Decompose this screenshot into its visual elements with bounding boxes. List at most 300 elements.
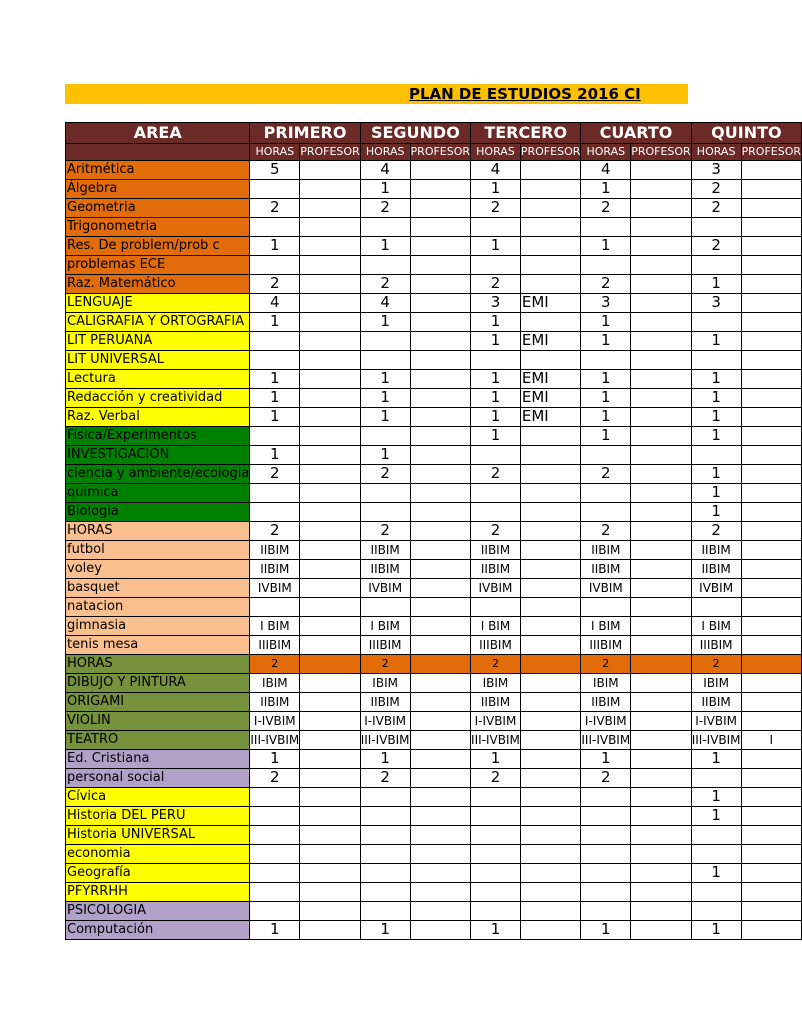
- teacher-cell: I: [741, 731, 802, 750]
- hours-cell: [250, 807, 300, 826]
- teacher-cell: [410, 655, 471, 674]
- hours-cell: IIBIM: [471, 541, 521, 560]
- hours-cell: [471, 788, 521, 807]
- hours-cell: 1: [581, 389, 631, 408]
- table-row: [66, 617, 802, 636]
- table-row: [66, 712, 802, 731]
- hours-cell: 1: [360, 446, 410, 465]
- teacher-cell: [300, 636, 361, 655]
- teacher-cell: [741, 294, 802, 313]
- teacher-cell: [410, 845, 471, 864]
- table-row: [66, 636, 802, 655]
- table-row: [66, 579, 802, 598]
- hours-cell: IIBIM: [360, 541, 410, 560]
- table-row: [66, 522, 802, 541]
- header-sub-cell: HORAS: [360, 144, 410, 161]
- teacher-cell: [410, 332, 471, 351]
- hours-cell: 2: [360, 655, 410, 674]
- teacher-cell: [520, 446, 581, 465]
- hours-cell: [360, 826, 410, 845]
- teacher-cell: [300, 693, 361, 712]
- hours-cell: [581, 598, 631, 617]
- hours-cell: IIIBIM: [581, 636, 631, 655]
- hours-cell: [250, 427, 300, 446]
- hours-cell: IIBIM: [471, 560, 521, 579]
- teacher-cell: [631, 484, 692, 503]
- teacher-cell: [410, 465, 471, 484]
- teacher-cell: [300, 180, 361, 199]
- teacher-cell: [300, 541, 361, 560]
- table-row: [66, 180, 802, 199]
- hours-cell: [581, 807, 631, 826]
- table-row: [66, 750, 802, 769]
- teacher-cell: [300, 332, 361, 351]
- teacher-cell: [631, 674, 692, 693]
- area-label: LIT UNIVERSAL: [66, 351, 250, 370]
- table-row: [66, 484, 802, 503]
- hours-cell: [360, 864, 410, 883]
- hours-cell: 2: [250, 769, 300, 788]
- area-label: LENGUAJE: [66, 294, 250, 313]
- hours-cell: [250, 826, 300, 845]
- hours-cell: [471, 864, 521, 883]
- teacher-cell: [300, 389, 361, 408]
- hours-cell: 2: [250, 199, 300, 218]
- teacher-cell: [520, 712, 581, 731]
- teacher-cell: [520, 636, 581, 655]
- hours-cell: 2: [360, 275, 410, 294]
- hours-cell: 1: [581, 921, 631, 940]
- area-label: Lectura: [66, 370, 250, 389]
- hours-cell: IIIBIM: [360, 636, 410, 655]
- hours-cell: [360, 598, 410, 617]
- hours-cell: [360, 503, 410, 522]
- teacher-cell: [300, 161, 361, 180]
- hours-cell: IBIM: [581, 674, 631, 693]
- hours-cell: 1: [471, 332, 521, 351]
- teacher-cell: [741, 921, 802, 940]
- area-label: INVESTIGACION: [66, 446, 250, 465]
- teacher-cell: [741, 218, 802, 237]
- teacher-cell: [300, 921, 361, 940]
- area-label: Res. De problem/prob c: [66, 237, 250, 256]
- table-row: [66, 370, 802, 389]
- header-sub-cell: HORAS: [581, 144, 631, 161]
- teacher-cell: [631, 161, 692, 180]
- teacher-cell: [631, 750, 692, 769]
- hours-cell: [250, 218, 300, 237]
- hours-cell: 2: [691, 180, 741, 199]
- hours-cell: 1: [360, 313, 410, 332]
- hours-cell: [581, 446, 631, 465]
- hours-cell: 2: [471, 465, 521, 484]
- hours-cell: [581, 788, 631, 807]
- teacher-cell: [300, 503, 361, 522]
- teacher-cell: [520, 655, 581, 674]
- teacher-cell: [741, 826, 802, 845]
- hours-cell: 1: [691, 503, 741, 522]
- teacher-cell: [410, 484, 471, 503]
- teacher-cell: [410, 864, 471, 883]
- teacher-cell: [520, 750, 581, 769]
- teacher-cell: [520, 256, 581, 275]
- teacher-cell: [300, 807, 361, 826]
- teacher-cell: [741, 275, 802, 294]
- hours-cell: [250, 256, 300, 275]
- hours-cell: 2: [581, 275, 631, 294]
- teacher-cell: [520, 807, 581, 826]
- hours-cell: [581, 484, 631, 503]
- table-row: [66, 807, 802, 826]
- hours-cell: [471, 256, 521, 275]
- hours-cell: [581, 902, 631, 921]
- hours-cell: [250, 484, 300, 503]
- hours-cell: 5: [250, 161, 300, 180]
- hours-cell: [471, 446, 521, 465]
- hours-cell: IIBIM: [581, 541, 631, 560]
- table-row: [66, 883, 802, 902]
- hours-cell: 1: [360, 408, 410, 427]
- hours-cell: III-IVBIM: [471, 731, 521, 750]
- hours-cell: 1: [691, 408, 741, 427]
- teacher-cell: [631, 332, 692, 351]
- teacher-cell: [520, 864, 581, 883]
- hours-cell: 1: [250, 313, 300, 332]
- hours-cell: 1: [360, 389, 410, 408]
- teacher-cell: [300, 655, 361, 674]
- hours-cell: IVBIM: [250, 579, 300, 598]
- hours-cell: 1: [581, 427, 631, 446]
- hours-cell: [691, 883, 741, 902]
- teacher-cell: [300, 256, 361, 275]
- table-row: [66, 218, 802, 237]
- teacher-cell: [300, 598, 361, 617]
- teacher-cell: [520, 921, 581, 940]
- hours-cell: [691, 769, 741, 788]
- teacher-cell: [520, 826, 581, 845]
- hours-cell: 1: [471, 237, 521, 256]
- teacher-cell: [410, 503, 471, 522]
- teacher-cell: [410, 351, 471, 370]
- table-row: [66, 313, 802, 332]
- hours-cell: 2: [581, 199, 631, 218]
- teacher-cell: [631, 256, 692, 275]
- teacher-cell: [300, 864, 361, 883]
- hours-cell: 1: [471, 389, 521, 408]
- teacher-cell: [631, 389, 692, 408]
- teacher-cell: [631, 313, 692, 332]
- table-row: [66, 921, 802, 940]
- hours-cell: 1: [471, 370, 521, 389]
- teacher-cell: [631, 218, 692, 237]
- teacher-cell: [300, 769, 361, 788]
- teacher-cell: [631, 275, 692, 294]
- area-label: Raz. Verbal: [66, 408, 250, 427]
- hours-cell: 1: [691, 807, 741, 826]
- teacher-cell: [410, 199, 471, 218]
- teacher-cell: [631, 579, 692, 598]
- teacher-cell: [410, 408, 471, 427]
- hours-cell: 1: [581, 408, 631, 427]
- hours-cell: [471, 883, 521, 902]
- teacher-cell: [631, 351, 692, 370]
- teacher-cell: [410, 237, 471, 256]
- teacher-cell: [631, 902, 692, 921]
- hours-cell: [250, 864, 300, 883]
- teacher-cell: [631, 788, 692, 807]
- teacher-cell: [741, 807, 802, 826]
- teacher-cell: [410, 826, 471, 845]
- hours-cell: 2: [250, 655, 300, 674]
- hours-cell: [360, 332, 410, 351]
- area-label: Cívica: [66, 788, 250, 807]
- hours-cell: 1: [471, 921, 521, 940]
- hours-cell: [360, 351, 410, 370]
- teacher-cell: [300, 294, 361, 313]
- hours-cell: [250, 180, 300, 199]
- teacher-cell: [741, 598, 802, 617]
- table-row: [66, 769, 802, 788]
- hours-cell: [360, 484, 410, 503]
- hours-cell: [581, 256, 631, 275]
- teacher-cell: [741, 845, 802, 864]
- hours-cell: IIBIM: [250, 541, 300, 560]
- teacher-cell: [520, 769, 581, 788]
- hours-cell: 1: [360, 237, 410, 256]
- hours-cell: 1: [250, 389, 300, 408]
- hours-cell: 3: [581, 294, 631, 313]
- teacher-cell: [410, 180, 471, 199]
- table-row: [66, 446, 802, 465]
- hours-cell: IBIM: [691, 674, 741, 693]
- teacher-cell: [741, 370, 802, 389]
- hours-cell: 1: [250, 237, 300, 256]
- hours-cell: 2: [360, 465, 410, 484]
- teacher-cell: [741, 180, 802, 199]
- teacher-cell: [520, 598, 581, 617]
- hours-cell: IVBIM: [360, 579, 410, 598]
- teacher-cell: [520, 693, 581, 712]
- header-sub-cell: PROFESOR: [741, 144, 802, 161]
- header-sub-cell: HORAS: [250, 144, 300, 161]
- hours-cell: [360, 845, 410, 864]
- teacher-cell: [410, 921, 471, 940]
- teacher-cell: [300, 351, 361, 370]
- hours-cell: 2: [360, 199, 410, 218]
- hours-cell: IIBIM: [250, 693, 300, 712]
- hours-cell: 1: [581, 332, 631, 351]
- hours-cell: [471, 902, 521, 921]
- table-row: [66, 560, 802, 579]
- hours-cell: 2: [360, 522, 410, 541]
- teacher-cell: [741, 484, 802, 503]
- hours-cell: IIBIM: [250, 560, 300, 579]
- area-label: Aritmética: [66, 161, 250, 180]
- teacher-cell: [300, 465, 361, 484]
- hours-cell: 3: [691, 161, 741, 180]
- hours-cell: 2: [360, 769, 410, 788]
- hours-cell: [581, 883, 631, 902]
- area-label: HORAS: [66, 522, 250, 541]
- teacher-cell: [631, 883, 692, 902]
- area-label: Ed. Cristiana: [66, 750, 250, 769]
- hours-cell: IVBIM: [691, 579, 741, 598]
- teacher-cell: [741, 674, 802, 693]
- teacher-cell: [631, 617, 692, 636]
- teacher-cell: [410, 389, 471, 408]
- header-grade-5: QUINTO: [691, 123, 801, 144]
- teacher-cell: [410, 902, 471, 921]
- hours-cell: 1: [581, 180, 631, 199]
- hours-cell: IIBIM: [581, 693, 631, 712]
- hours-cell: 2: [250, 275, 300, 294]
- teacher-cell: [631, 826, 692, 845]
- teacher-cell: [741, 313, 802, 332]
- table-row: [66, 351, 802, 370]
- header-sub-cell: PROFESOR: [300, 144, 361, 161]
- area-label: HORAS: [66, 655, 250, 674]
- hours-cell: IBIM: [471, 674, 521, 693]
- teacher-cell: [520, 560, 581, 579]
- area-label: Fisica/Experimentos: [66, 427, 250, 446]
- teacher-cell: [520, 579, 581, 598]
- teacher-cell: [300, 579, 361, 598]
- area-label: gimnasia: [66, 617, 250, 636]
- hours-cell: [691, 845, 741, 864]
- teacher-cell: [300, 199, 361, 218]
- teacher-cell: [520, 617, 581, 636]
- hours-cell: I BIM: [691, 617, 741, 636]
- table-row: [66, 408, 802, 427]
- hours-cell: [471, 484, 521, 503]
- hours-cell: [360, 883, 410, 902]
- teacher-cell: [410, 712, 471, 731]
- hours-cell: 2: [471, 655, 521, 674]
- hours-cell: [360, 807, 410, 826]
- hours-cell: 1: [471, 408, 521, 427]
- area-label: CALIGRAFIA Y ORTOGRAFIA: [66, 313, 250, 332]
- hours-cell: [360, 427, 410, 446]
- teacher-cell: [300, 370, 361, 389]
- title-bar: [65, 84, 688, 104]
- hours-cell: 1: [691, 750, 741, 769]
- table-row: [66, 674, 802, 693]
- table-row: [66, 332, 802, 351]
- area-label: economia: [66, 845, 250, 864]
- hours-cell: 2: [581, 522, 631, 541]
- teacher-cell: EMI: [520, 332, 581, 351]
- hours-cell: [360, 788, 410, 807]
- teacher-cell: [631, 427, 692, 446]
- hours-cell: IIBIM: [360, 693, 410, 712]
- hours-cell: III-IVBIM: [581, 731, 631, 750]
- area-label: PFYRRHH: [66, 883, 250, 902]
- hours-cell: 1: [471, 180, 521, 199]
- teacher-cell: [300, 313, 361, 332]
- teacher-cell: [410, 256, 471, 275]
- hours-cell: 2: [581, 655, 631, 674]
- teacher-cell: EMI: [520, 389, 581, 408]
- teacher-cell: [631, 712, 692, 731]
- header-grade-2: SEGUNDO: [360, 123, 470, 144]
- teacher-cell: [631, 921, 692, 940]
- table-row: [66, 389, 802, 408]
- teacher-cell: [741, 769, 802, 788]
- teacher-cell: [300, 845, 361, 864]
- hours-cell: [471, 807, 521, 826]
- hours-cell: [691, 598, 741, 617]
- area-label: natacion: [66, 598, 250, 617]
- teacher-cell: [520, 427, 581, 446]
- table-row: [66, 465, 802, 484]
- teacher-cell: EMI: [520, 370, 581, 389]
- teacher-cell: [631, 465, 692, 484]
- teacher-cell: [631, 845, 692, 864]
- teacher-cell: [520, 902, 581, 921]
- hours-cell: [581, 218, 631, 237]
- teacher-cell: [520, 788, 581, 807]
- hours-cell: 1: [691, 465, 741, 484]
- teacher-cell: [410, 427, 471, 446]
- teacher-cell: [410, 883, 471, 902]
- header-sub-cell: PROFESOR: [520, 144, 581, 161]
- hours-cell: IIBIM: [691, 693, 741, 712]
- hours-cell: 1: [471, 313, 521, 332]
- teacher-cell: [300, 826, 361, 845]
- teacher-cell: [741, 693, 802, 712]
- table-row: [66, 902, 802, 921]
- hours-cell: III-IVBIM: [691, 731, 741, 750]
- area-label: ORIGAMI: [66, 693, 250, 712]
- hours-cell: [471, 351, 521, 370]
- teacher-cell: [520, 351, 581, 370]
- teacher-cell: [410, 598, 471, 617]
- teacher-cell: [631, 655, 692, 674]
- table-row: [66, 731, 802, 750]
- header-sub-cell: HORAS: [471, 144, 521, 161]
- page-title: PLAN DE ESTUDIOS 2016 CI: [409, 85, 641, 103]
- hours-cell: 2: [691, 199, 741, 218]
- hours-cell: I BIM: [581, 617, 631, 636]
- hours-cell: IIIBIM: [250, 636, 300, 655]
- hours-cell: 2: [471, 769, 521, 788]
- teacher-cell: [631, 541, 692, 560]
- header-sub-row: [66, 144, 802, 161]
- hours-cell: 1: [691, 788, 741, 807]
- teacher-cell: [741, 351, 802, 370]
- teacher-cell: [741, 560, 802, 579]
- teacher-cell: [520, 218, 581, 237]
- hours-cell: [250, 598, 300, 617]
- teacher-cell: [631, 199, 692, 218]
- hours-cell: 1: [250, 921, 300, 940]
- hours-cell: [360, 902, 410, 921]
- hours-cell: IBIM: [360, 674, 410, 693]
- teacher-cell: [631, 522, 692, 541]
- teacher-cell: [410, 693, 471, 712]
- teacher-cell: [410, 161, 471, 180]
- hours-cell: [250, 351, 300, 370]
- teacher-cell: [741, 902, 802, 921]
- table-row: [66, 199, 802, 218]
- hours-cell: IIIBIM: [691, 636, 741, 655]
- table-row: [66, 237, 802, 256]
- teacher-cell: [631, 408, 692, 427]
- hours-cell: I BIM: [471, 617, 521, 636]
- hours-cell: 4: [250, 294, 300, 313]
- table-row: [66, 503, 802, 522]
- hours-cell: [581, 826, 631, 845]
